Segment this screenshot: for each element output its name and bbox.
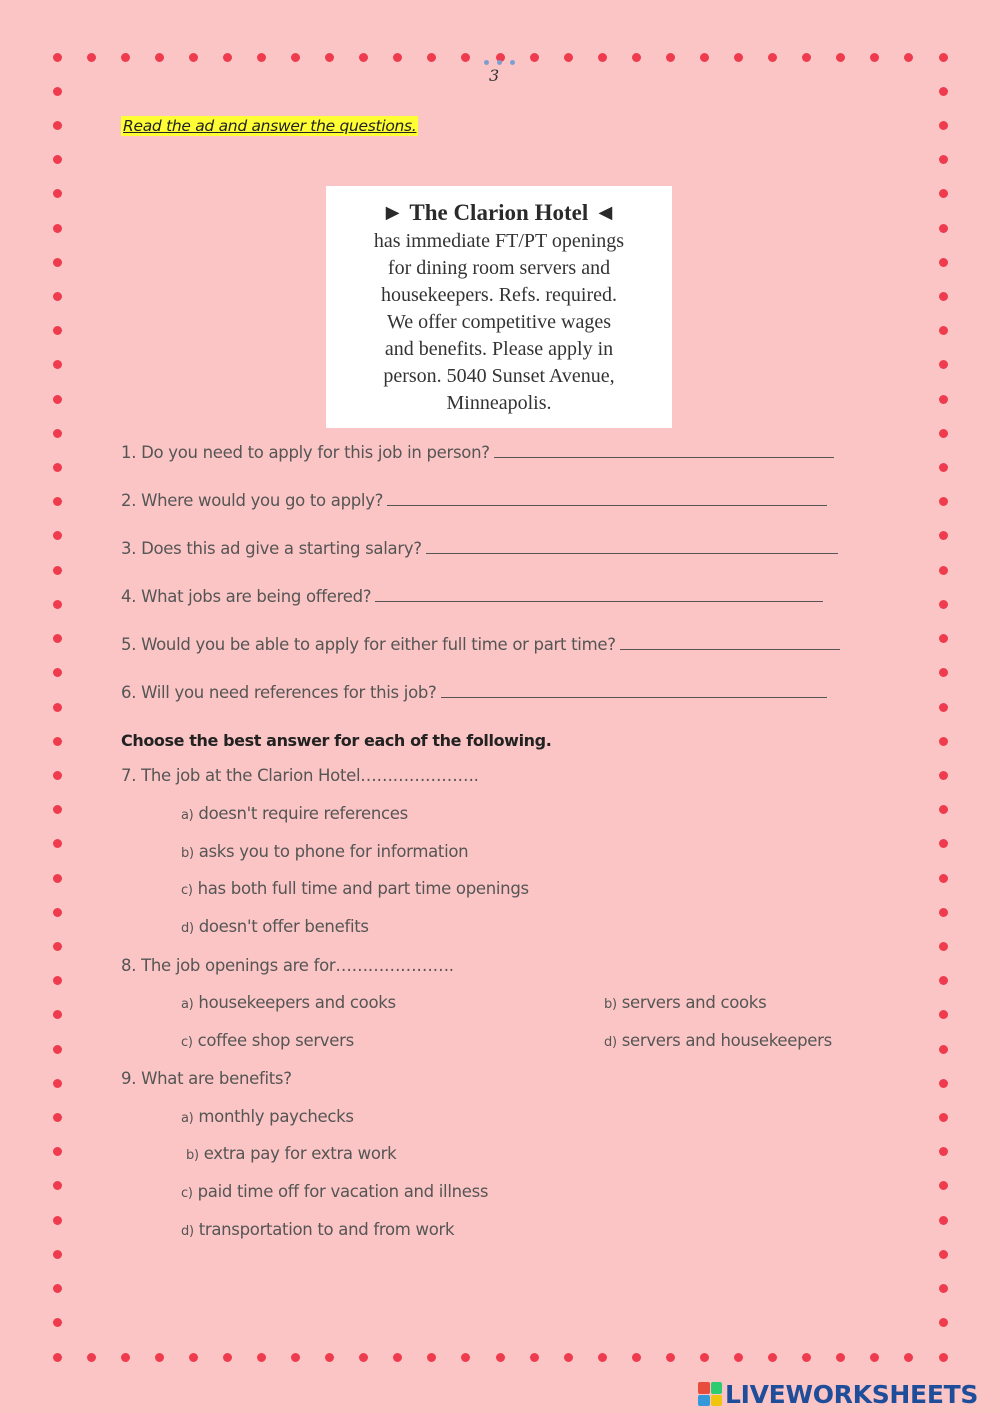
border-dot [325,53,334,62]
option-label: d) [604,1035,617,1050]
option-text: paid time off for vacation and illness [197,1182,489,1201]
border-dot [939,1113,948,1122]
border-dot [155,53,164,62]
border-dot [461,1353,470,1362]
border-dot [939,737,948,746]
border-dot [939,326,948,335]
option-label: c) [181,883,193,898]
question-text: 2. Where would you go to apply? [121,491,384,510]
border-dot [53,258,62,267]
border-dot [53,703,62,712]
option-label: a) [181,997,194,1012]
border-dot [53,189,62,198]
question-6 [121,681,827,702]
border-dot [768,53,777,62]
border-dot [53,326,62,335]
option-text: asks you to phone for information [198,842,469,861]
border-dot [121,1353,130,1362]
border-dot [939,668,948,677]
ad-title: ► The Clarion Hotel ◄ [381,200,617,225]
border-dot [53,874,62,883]
border-dot [53,360,62,369]
border-dot [53,463,62,472]
border-dot [393,1353,402,1362]
border-dot [939,258,948,267]
mcq-stem-7: 7. The job at the Clarion Hotel…………………. [121,766,479,785]
border-dot [53,839,62,848]
option-7d[interactable] [181,917,369,936]
border-dot [939,395,948,404]
border-dot [53,908,62,917]
border-dot [53,942,62,951]
border-dot [530,53,539,62]
border-dot [53,1284,62,1293]
option-label: c) [181,1186,193,1201]
border-dot [53,1318,62,1327]
border-dot [53,292,62,301]
border-dot [53,53,62,62]
option-text: doesn't require references [198,804,408,823]
border-dot [87,53,96,62]
border-dot [666,53,675,62]
border-dot [802,1353,811,1362]
border-dot [53,1079,62,1088]
border-dot [700,1353,709,1362]
border-dot [939,1045,948,1054]
border-dot [53,1045,62,1054]
border-dot [53,737,62,746]
border-dot [53,155,62,164]
border-dot [939,497,948,506]
border-dot [257,53,266,62]
border-dot [461,53,470,62]
border-dot [121,53,130,62]
border-dot [223,53,232,62]
question-3 [121,537,838,558]
answer-blank-5[interactable] [620,633,840,650]
border-dot [939,1079,948,1088]
answer-blank-4[interactable] [375,585,823,602]
border-dot [53,600,62,609]
border-dot [53,668,62,677]
question-4 [121,585,823,606]
option-text: monthly paychecks [198,1107,354,1126]
border-dot [632,53,641,62]
border-dot [870,53,879,62]
option-8c[interactable] [181,1031,354,1050]
border-dot [939,1216,948,1225]
border-dot [939,634,948,643]
option-text: coffee shop servers [197,1031,354,1050]
border-dot [53,1147,62,1156]
border-dot [189,53,198,62]
border-dot [666,1353,675,1362]
option-text: extra pay for extra work [203,1144,397,1163]
border-dot [53,976,62,985]
question-text: 4. What jobs are being offered? [121,587,372,606]
page-number: 3 [489,66,500,85]
question-text: 3. Does this ad give a starting salary? [121,539,422,558]
border-dot [939,1010,948,1019]
border-dot [904,53,913,62]
border-dot [939,189,948,198]
border-dot [53,531,62,540]
border-dot [939,1284,948,1293]
option-7c[interactable] [181,879,529,898]
border-dot [939,224,948,233]
border-dot [564,1353,573,1362]
ad-line: housekeepers. Refs. required. [380,284,618,306]
border-dot [734,1353,743,1362]
border-dot [939,566,948,575]
mcq-stem-8: 8. The job openings are for…………………. [121,956,454,975]
border-dot [939,1181,948,1190]
border-dot [802,53,811,62]
border-dot [53,497,62,506]
question-text: 5. Would you be able to apply for either full time or part time? [121,635,616,654]
border-dot [53,395,62,404]
question-text: 6. Will you need references for this job? [121,683,437,702]
border-dot [257,1353,266,1362]
border-dot [53,429,62,438]
border-dot [53,566,62,575]
option-9a[interactable] [181,1107,354,1126]
border-dot [564,53,573,62]
ad-line: We offer competitive wages [386,311,612,333]
option-8a[interactable] [181,993,396,1012]
border-dot [598,1353,607,1362]
mcq-stem-9: 9. What are benefits? [121,1069,292,1088]
border-dot [939,703,948,712]
section-heading: Choose the best answer for each of the following. [121,731,552,750]
border-dot [53,121,62,130]
liveworksheets-brand[interactable] [698,1380,978,1408]
border-dot [325,1353,334,1362]
question-1 [121,441,834,462]
question-2 [121,489,827,510]
border-dot [939,771,948,780]
option-text: servers and housekeepers [621,1031,832,1050]
option-text: servers and cooks [621,993,767,1012]
border-dot [53,1353,62,1362]
border-dot [291,1353,300,1362]
option-9c[interactable] [181,1182,488,1201]
border-dot [939,839,948,848]
border-dot [939,292,948,301]
border-dot [189,1353,198,1362]
border-dot [939,874,948,883]
option-9d[interactable] [181,1220,454,1239]
ad-line: has immediate FT/PT openings [373,230,625,252]
border-dot [53,1113,62,1122]
option-text: doesn't offer benefits [198,917,369,936]
hotel-ad [326,186,672,428]
border-dot [53,634,62,643]
border-dot [700,53,709,62]
option-text: transportation to and from work [198,1220,455,1239]
border-dot [939,976,948,985]
border-dot [939,600,948,609]
answer-blank-3[interactable] [426,537,838,554]
option-text: has both full time and part time openings [197,879,529,898]
border-dot [53,224,62,233]
border-dot [904,1353,913,1362]
option-text: housekeepers and cooks [198,993,396,1012]
ad-line: Minneapolis. [446,392,552,414]
liveworksheets-logo-icon [698,1382,722,1406]
option-label: b) [181,846,194,861]
option-7b[interactable] [181,842,468,861]
border-dot [359,1353,368,1362]
border-dot [939,1250,948,1259]
ad-body [326,228,672,417]
border-dot [53,805,62,814]
border-dot [223,1353,232,1362]
border-dot [870,1353,879,1362]
border-dot [939,1353,948,1362]
border-dot [939,463,948,472]
border-dot [939,429,948,438]
border-dot [53,87,62,96]
option-label: b) [604,997,617,1012]
border-dot [939,942,948,951]
border-dot [939,360,948,369]
border-dot [53,1181,62,1190]
border-dot [53,1216,62,1225]
border-dot [155,1353,164,1362]
border-dot [496,1353,505,1362]
border-dot [427,53,436,62]
answer-blank-1[interactable] [494,441,834,458]
border-dot [598,53,607,62]
border-dot [939,531,948,540]
border-dot [939,87,948,96]
border-dot [291,53,300,62]
instruction-heading: Read the ad and answer the questions. [123,117,417,135]
option-8d[interactable] [604,1031,832,1050]
border-dot [939,1318,948,1327]
border-dot [939,908,948,917]
option-label: a) [181,808,194,823]
question-5 [121,633,840,654]
border-dot [836,1353,845,1362]
border-dot [393,53,402,62]
border-dot [530,1353,539,1362]
border-dot [939,121,948,130]
option-label: b) [186,1148,199,1163]
option-label: d) [181,921,194,936]
option-8b[interactable] [604,993,766,1012]
option-label: d) [181,1224,194,1239]
border-dot [53,1250,62,1259]
border-dot [939,1147,948,1156]
question-text: 1. Do you need to apply for this job in person? [121,443,490,462]
ad-line: and benefits. Please apply in [384,338,614,360]
border-dot [939,53,948,62]
border-dot [359,53,368,62]
option-label: c) [181,1035,193,1050]
border-dot [632,1353,641,1362]
ad-line: for dining room servers and [387,257,611,279]
border-dot [53,771,62,780]
border-dot [939,155,948,164]
option-9b[interactable] [186,1144,396,1163]
border-dot [836,53,845,62]
border-dot [427,1353,436,1362]
border-dot [768,1353,777,1362]
border-dot [53,1010,62,1019]
option-label: a) [181,1111,194,1126]
border-dot [734,53,743,62]
option-7a[interactable] [181,804,408,823]
answer-blank-6[interactable] [441,681,827,698]
brand-name: LIVEWORKSHEETS [725,1379,979,1409]
border-dot [87,1353,96,1362]
answer-blank-2[interactable] [387,489,827,506]
border-dot [939,805,948,814]
ad-line: person. 5040 Sunset Avenue, [383,365,615,387]
